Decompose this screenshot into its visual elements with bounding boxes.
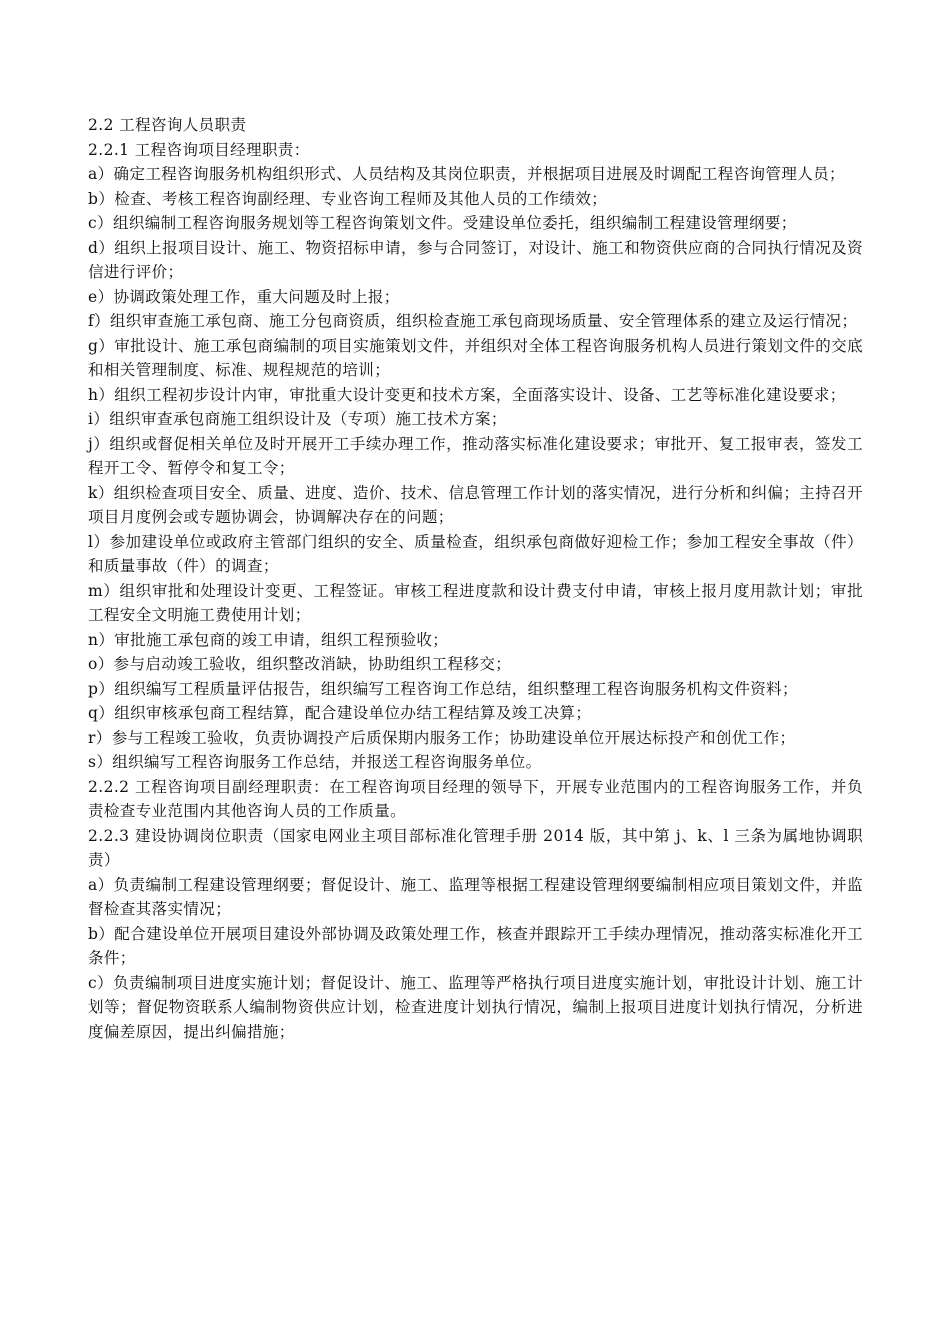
list-item: e）协调政策处理工作，重大问题及时上报；: [88, 287, 400, 306]
list-item: h）组织工程初步设计内审，审批重大设计变更和技术方案，全面落实设计、设备、工艺等标准化建设要求；: [88, 385, 846, 404]
list-item: s）组织编写工程咨询服务工作总结，并报送工程咨询服务单位。: [88, 753, 542, 771]
list-item: q）组织审核承包商工程结算，配合建设单位办结工程结算及竣工决算；: [88, 704, 592, 722]
list-item: l）参加建设单位或政府主管部门组织的安全、质量检查，组织承包商做好迎检工作；参加工程安全事故（件）和质量事故（件）的调查；: [88, 532, 863, 575]
list-item: i）组织审查承包商施工组织设计及（专项）施工技术方案；: [88, 410, 507, 428]
list-item: m）组织审批和处理设计变更、工程签证。审核工程进度款和设计费支付申请，审核上报月度用款计划；审批工程安全文明施工费使用计划；: [88, 581, 863, 624]
list-item: k）组织检查项目安全、质量、进度、造价、技术、信息管理工作计划的落实情况，进行分析和纠偏；主持召开项目月度例会或专题协调会，协调解决存在的问题；: [88, 483, 863, 526]
list-item: g）审批设计、施工承包商编制的项目实施策划文件，并组织对全体工程咨询服务机构人员进行策划文件的交底和相关管理制度、标准、规程规范的培训；: [88, 336, 863, 379]
document-page: [88, 113, 863, 1044]
list-item: b）配合建设单位开展项目建设外部协调及政策处理工作，核查并跟踪开工手续办理情况，推动落实标准化开工条件；: [88, 924, 863, 967]
list-item: o）参与启动竣工验收，组织整改消缺，协助组织工程移交；: [88, 655, 512, 673]
list-item: c）负责编制项目进度实施计划；督促设计、施工、监理等严格执行项目进度实施计划，审批设计计划、施工计划等；督促物资联系人编制物资供应计划，检查进度计划执行情况，编制上报项目进度计划执行情况，分析进度偏差原因，提出纠偏措施；: [88, 973, 863, 1041]
list-item: r）参与工程竣工验收，负责协调投产后质保期内服务工作；协助建设单位开展达标投产和创优工作；: [88, 728, 796, 747]
subsection-heading: 2.2.3 建设协调岗位职责（国家电网业主项目部标准化管理手册 2014 版，其中第 j、k、l 三条为属地协调职责）: [88, 826, 863, 869]
section-heading: 2.2 工程咨询人员职责: [88, 116, 247, 134]
list-item: p）组织编写工程质量评估报告，组织编写工程咨询工作总结，组织整理工程咨询服务机构文件资料；: [88, 679, 798, 698]
list-item: j）组织或督促相关单位及时开展开工手续办理工作，推动落实标准化建设要求；审批开、复工报审表，签发工程开工令、暂停令和复工令；: [88, 434, 863, 477]
list-item: n）审批施工承包商的竣工申请，组织工程预验收；: [88, 630, 449, 649]
subsection-heading: 2.2.1 工程咨询项目经理职责：: [88, 140, 310, 159]
subsection-paragraph: 2.2.2 工程咨询项目副经理职责：在工程咨询项目经理的领导下，开展专业范围内的工程咨询服务工作，并负责检查专业范围内其他咨询人员的工作质量。: [88, 777, 863, 820]
list-item: f）组织审查施工承包商、施工分包商资质，组织检查施工承包商现场质量、安全管理体系的建立及运行情况；: [88, 312, 858, 330]
list-item: a）负责编制工程建设管理纲要；督促设计、施工、监理等根据工程建设管理纲要编制相应项目策划文件，并监督检查其落实情况；: [88, 875, 863, 918]
list-item: d）组织上报项目设计、施工、物资招标申请，参与合同签订，对设计、施工和物资供应商的合同执行情况及资信进行评价；: [88, 238, 863, 281]
list-item: b）检查、考核工程咨询副经理、专业咨询工程师及其他人员的工作绩效；: [88, 189, 608, 208]
list-item: c）组织编制工程咨询服务规划等工程咨询策划文件。受建设单位委托，组织编制工程建设管理纲要；: [88, 214, 797, 232]
list-item: a）确定工程咨询服务机构组织形式、人员结构及其岗位职责，并根据项目进展及时调配工程咨询管理人员；: [88, 165, 845, 183]
